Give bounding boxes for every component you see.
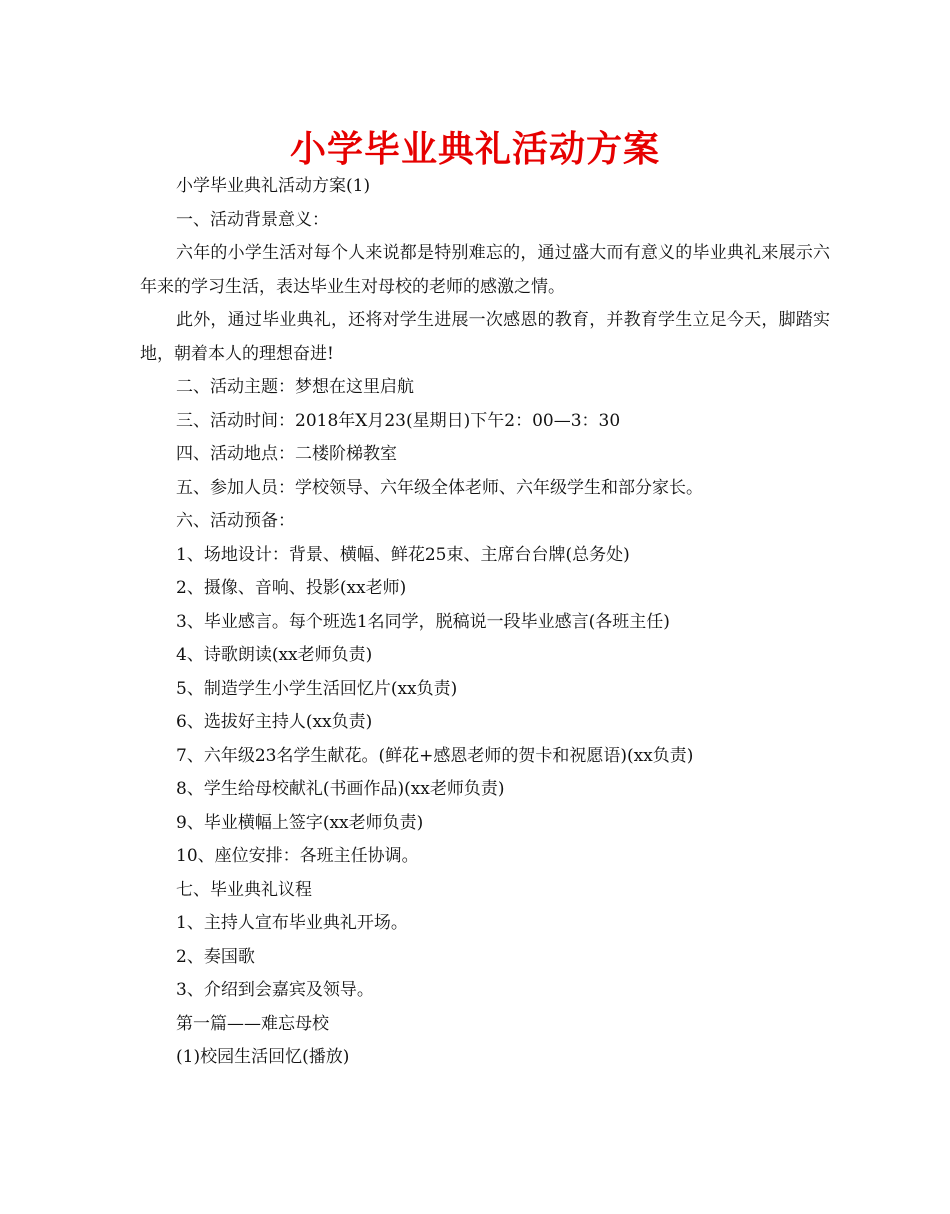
paragraph-location: 四、活动地点：二楼阶梯教室 [176,444,397,464]
list-item: 5、制造学生小学生活回忆片(xx负责) [176,678,458,699]
document-body [140,170,830,1075]
paragraph-theme: 二、活动主题：梦想在这里启航 [176,377,414,397]
list-item: 1、主持人宣布毕业典礼开场。 [176,913,408,933]
list-item: 9、毕业横幅上签字(xx老师负责) [176,812,424,833]
list-item: 3、介绍到会嘉宾及领导。 [176,980,374,1000]
list-item: 8、学生给母校献礼(书画作品)(xx老师负责) [176,779,505,799]
list-item: 1、场地设计：背景、横幅、鲜花25束、主席台台牌(总务处) [176,544,630,565]
paragraph-agenda-heading: 七、毕业典礼议程 [176,879,312,900]
list-item: 4、诗歌朗读(xx老师负责) [176,645,373,665]
paragraph-preparation-heading: 六、活动预备： [176,511,295,531]
list-item: 3、毕业感言。每个班选1名同学，脱稿说一段毕业感言(各班主任) [176,611,670,632]
list-item: 2、摄像、音响、投影(xx老师) [176,578,407,598]
paragraph-time: 三、活动时间：2018年X月23(星期日)下午2：00—3：30 [176,410,621,431]
list-item: 2、奏国歌 [176,946,255,967]
paragraph-background-2: 此外，通过毕业典礼，还将对学生进展一次感恩的教育，并教育学生立足今天，脚踏实地，朝着本人的理想奋进! [140,310,830,364]
list-item: (1)校园生活回忆(播放) [176,1047,350,1067]
paragraph-chapter-heading: 第一篇——难忘母校 [176,1013,329,1034]
paragraph-section-1-heading: 一、活动背景意义： [176,209,329,230]
document-title: 小学毕业典礼活动方案 [289,129,660,170]
list-item: 10、座位安排：各班主任协调。 [176,846,419,866]
list-item: 7、六年级23名学生献花。(鲜花+感恩老师的贺卡和祝愿语)(xx负责) [176,745,694,766]
list-item: 6、选拔好主持人(xx负责) [176,712,373,732]
paragraph-subtitle: 小学毕业典礼活动方案(1) [176,176,371,196]
paragraph-participants: 五、参加人员：学校领导、六年级全体老师、六年级学生和部分家长。 [176,477,703,498]
paragraph-background-1: 六年的小学生活对每个人来说都是特别难忘的，通过盛大而有意义的毕业典礼来展示六年来的学习生活，表达毕业生对母校的老师的感激之情。 [140,243,830,297]
